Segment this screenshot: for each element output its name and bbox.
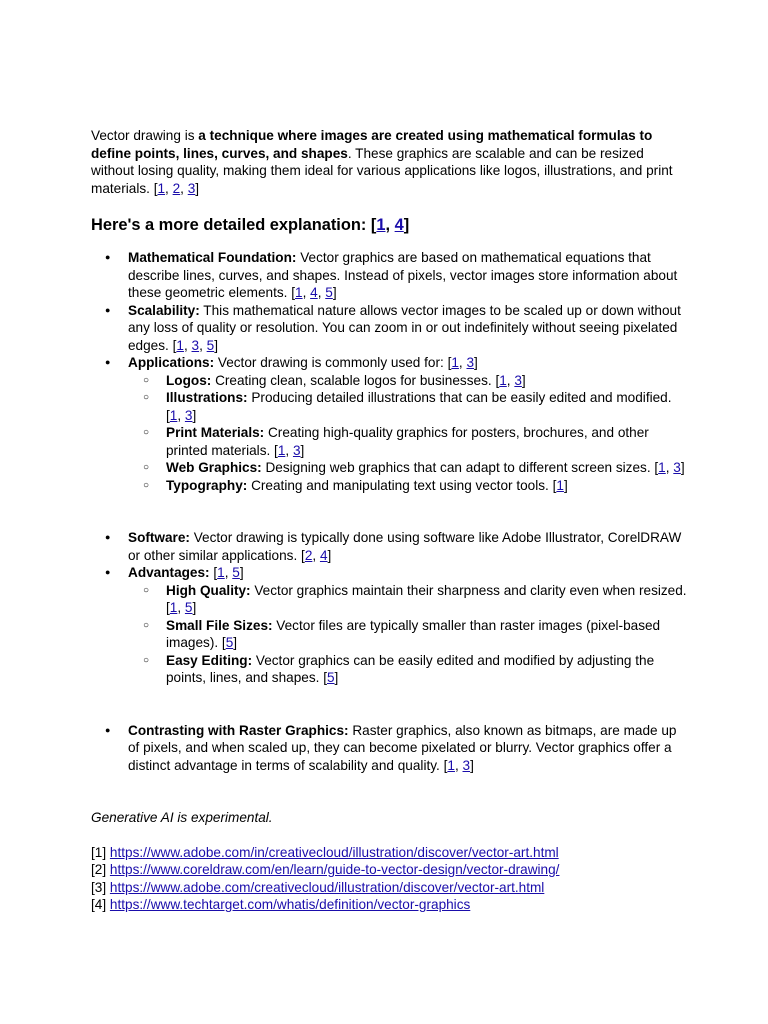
- citation-link[interactable]: 4: [319, 547, 328, 563]
- citation-group: [1, 3]: [447, 355, 478, 370]
- item-text: Vector graphics maintain their sharpness and clarity even when resized.: [250, 582, 687, 598]
- list-item: [91, 302, 688, 355]
- citation-link[interactable]: 3: [673, 460, 681, 475]
- citation-group: [1, 4]: [370, 216, 410, 234]
- item-text: Creating clean, scalable logos for businesses.: [211, 372, 492, 388]
- list-item: [91, 249, 688, 302]
- citation-group: [1, 3]: [443, 757, 474, 773]
- citation-link[interactable]: 1: [376, 216, 386, 234]
- citation-group: [5]: [323, 670, 339, 685]
- item-text: Vector graphics can be easily edited and modified by adjusting the points, lines, and shapes.: [166, 652, 655, 685]
- heading-text: Here's a more detailed explanation:: [91, 216, 367, 234]
- citation-link[interactable]: 2: [304, 547, 313, 563]
- citation-link[interactable]: 1: [169, 407, 178, 423]
- item-text: Vector drawing is commonly used for:: [214, 355, 444, 370]
- citation-link[interactable]: 5: [225, 635, 234, 650]
- citation-group: [2, 4]: [301, 547, 332, 563]
- item-text: Raster graphics, also known as bitmaps, are made up of pixels, and when scaled up, they can become pixelated or blurry. Vector graphics offer a distinct advantage in terms of scalability and quality.: [128, 722, 677, 773]
- citation-link[interactable]: 5: [206, 337, 215, 353]
- reference-number: [4]: [91, 897, 107, 912]
- reference-link[interactable]: https://www.adobe.com/in/creativecloud/illustration/discover/vector-art.html: [109, 844, 559, 860]
- intro-rest: . These graphics are scalable and can be resized without losing quality, making them ideal for various applications like logos, illustrations, and print materials.: [91, 145, 673, 196]
- citation-link[interactable]: 1: [295, 285, 303, 300]
- item-label: Software:: [128, 530, 190, 545]
- item-text: Vector files are typically smaller than raster images (pixel-based images).: [166, 617, 661, 650]
- disclaimer-note: Generative AI is experimental.: [91, 810, 273, 825]
- sub-list-item: [128, 617, 688, 652]
- item-label: Illustrations:: [166, 390, 248, 405]
- citation-link[interactable]: 5: [325, 285, 333, 300]
- item-text: Vector graphics are based on mathematical equations that describe lines, curves, and shapes. Instead of pixels, vector images store information about these geometric elements.: [128, 250, 678, 300]
- intro-paragraph: [91, 127, 688, 197]
- main-list: [91, 722, 688, 775]
- citation-link[interactable]: 1: [451, 355, 459, 370]
- list-item: [91, 722, 688, 775]
- main-list: [91, 249, 688, 494]
- item-label: Applications:: [128, 355, 215, 370]
- citation-group: [1, 5]: [166, 600, 197, 615]
- reference-number: [3]: [91, 879, 107, 895]
- citation-link[interactable]: 1: [499, 372, 507, 388]
- sub-list-item: [128, 477, 688, 495]
- reference-item: [91, 861, 688, 879]
- citation-link[interactable]: 4: [310, 285, 318, 300]
- reference-item: [91, 844, 688, 862]
- item-text: Producing detailed illustrations that can be easily edited and modified.: [247, 390, 672, 405]
- citation-group: [1, 4, 5]: [291, 285, 337, 300]
- item-label: Print Materials:: [166, 425, 265, 440]
- reference-number: [2]: [91, 862, 107, 877]
- item-label: Typography:: [166, 477, 248, 493]
- item-text: Designing web graphics that can adapt to different screen sizes.: [261, 460, 651, 475]
- intro-bold: a technique where images are created using mathematical formulas to define points, lines, curves, and shapes: [91, 128, 653, 161]
- citation-link[interactable]: 3: [187, 180, 196, 196]
- citation-link[interactable]: 1: [447, 757, 455, 773]
- list-item: [91, 529, 688, 564]
- citation-group: [1, 3]: [654, 460, 685, 475]
- citation-group: [5]: [221, 635, 238, 650]
- reference-link[interactable]: https://www.coreldraw.com/en/learn/guide-to-vector-design/vector-drawing/: [109, 862, 560, 877]
- reference-item: [91, 896, 688, 914]
- sub-list-item: [128, 389, 688, 424]
- section-heading: [91, 215, 688, 235]
- citation-link[interactable]: 5: [232, 565, 240, 580]
- item-label: Mathematical Foundation:: [128, 250, 297, 265]
- sub-list-item: [128, 582, 688, 617]
- spacer: [91, 687, 688, 722]
- sub-list: [128, 582, 688, 687]
- citation-link[interactable]: 3: [292, 442, 301, 458]
- citation-link[interactable]: 1: [658, 460, 666, 475]
- citation-group: [1, 2, 3]: [153, 180, 200, 196]
- citation-link[interactable]: 5: [184, 600, 193, 615]
- sub-list: [128, 372, 688, 495]
- list-item: [91, 354, 688, 494]
- reference-link[interactable]: https://www.techtarget.com/whatis/definition/vector-graphics: [109, 897, 471, 912]
- item-text: Creating and manipulating text using vector tools.: [247, 477, 549, 493]
- citation-link[interactable]: 1: [176, 337, 184, 353]
- item-text: This mathematical nature allows vector images to be scaled up or down without any loss of quality or resolution. You can zoom in or out indefinitely without seeing pixelated edges.: [128, 302, 681, 353]
- sub-list-item: [128, 372, 688, 390]
- item-text: Creating high-quality graphics for posters, brochures, and other printed materials.: [166, 425, 649, 458]
- reference-link[interactable]: https://www.adobe.com/creativecloud/illustration/discover/vector-art.html: [109, 879, 545, 895]
- references-list: [91, 844, 688, 914]
- item-label: Small File Sizes:: [166, 617, 273, 633]
- citation-group: [1, 3]: [495, 372, 526, 388]
- citation-link[interactable]: 1: [169, 600, 178, 615]
- sub-list-item: [128, 424, 688, 459]
- citation-link[interactable]: 4: [394, 216, 404, 234]
- citation-link[interactable]: 3: [514, 372, 522, 388]
- citation-group: [1, 3, 5]: [172, 337, 218, 353]
- citation-link[interactable]: 3: [184, 407, 193, 423]
- item-label: Contrasting with Raster Graphics:: [128, 722, 349, 738]
- citation-link[interactable]: 1: [217, 565, 225, 580]
- sub-list-item: [128, 652, 688, 687]
- item-label: Advantages:: [128, 565, 210, 580]
- reference-item: [91, 879, 688, 897]
- citation-link[interactable]: 1: [556, 477, 564, 493]
- citation-link[interactable]: 2: [172, 180, 181, 196]
- item-label: Web Graphics:: [166, 460, 262, 475]
- item-label: High Quality:: [166, 582, 251, 598]
- citation-link[interactable]: 1: [277, 442, 286, 458]
- citation-group: [1]: [552, 477, 568, 493]
- citation-link[interactable]: 1: [157, 180, 166, 196]
- main-list: [91, 529, 688, 687]
- list-item: [91, 564, 688, 687]
- intro-lead: Vector drawing is: [91, 128, 199, 143]
- citation-group: [1, 5]: [213, 565, 244, 580]
- citation-group: [1, 3]: [274, 442, 305, 458]
- item-label: Logos:: [166, 372, 212, 388]
- citation-link[interactable]: 3: [191, 337, 200, 353]
- item-label: Easy Editing:: [166, 652, 253, 668]
- citation-link[interactable]: 3: [462, 757, 471, 773]
- citation-link[interactable]: 5: [326, 670, 335, 685]
- item-label: Scalability:: [128, 302, 200, 318]
- reference-number: [1]: [91, 844, 107, 860]
- citation-link[interactable]: 3: [466, 355, 475, 370]
- citation-group: [1, 3]: [166, 407, 197, 423]
- spacer: [91, 494, 688, 529]
- item-text: Vector drawing is typically done using software like Adobe Illustrator, CorelDRAW or other similar applications.: [128, 530, 682, 563]
- sub-list-item: [128, 459, 688, 477]
